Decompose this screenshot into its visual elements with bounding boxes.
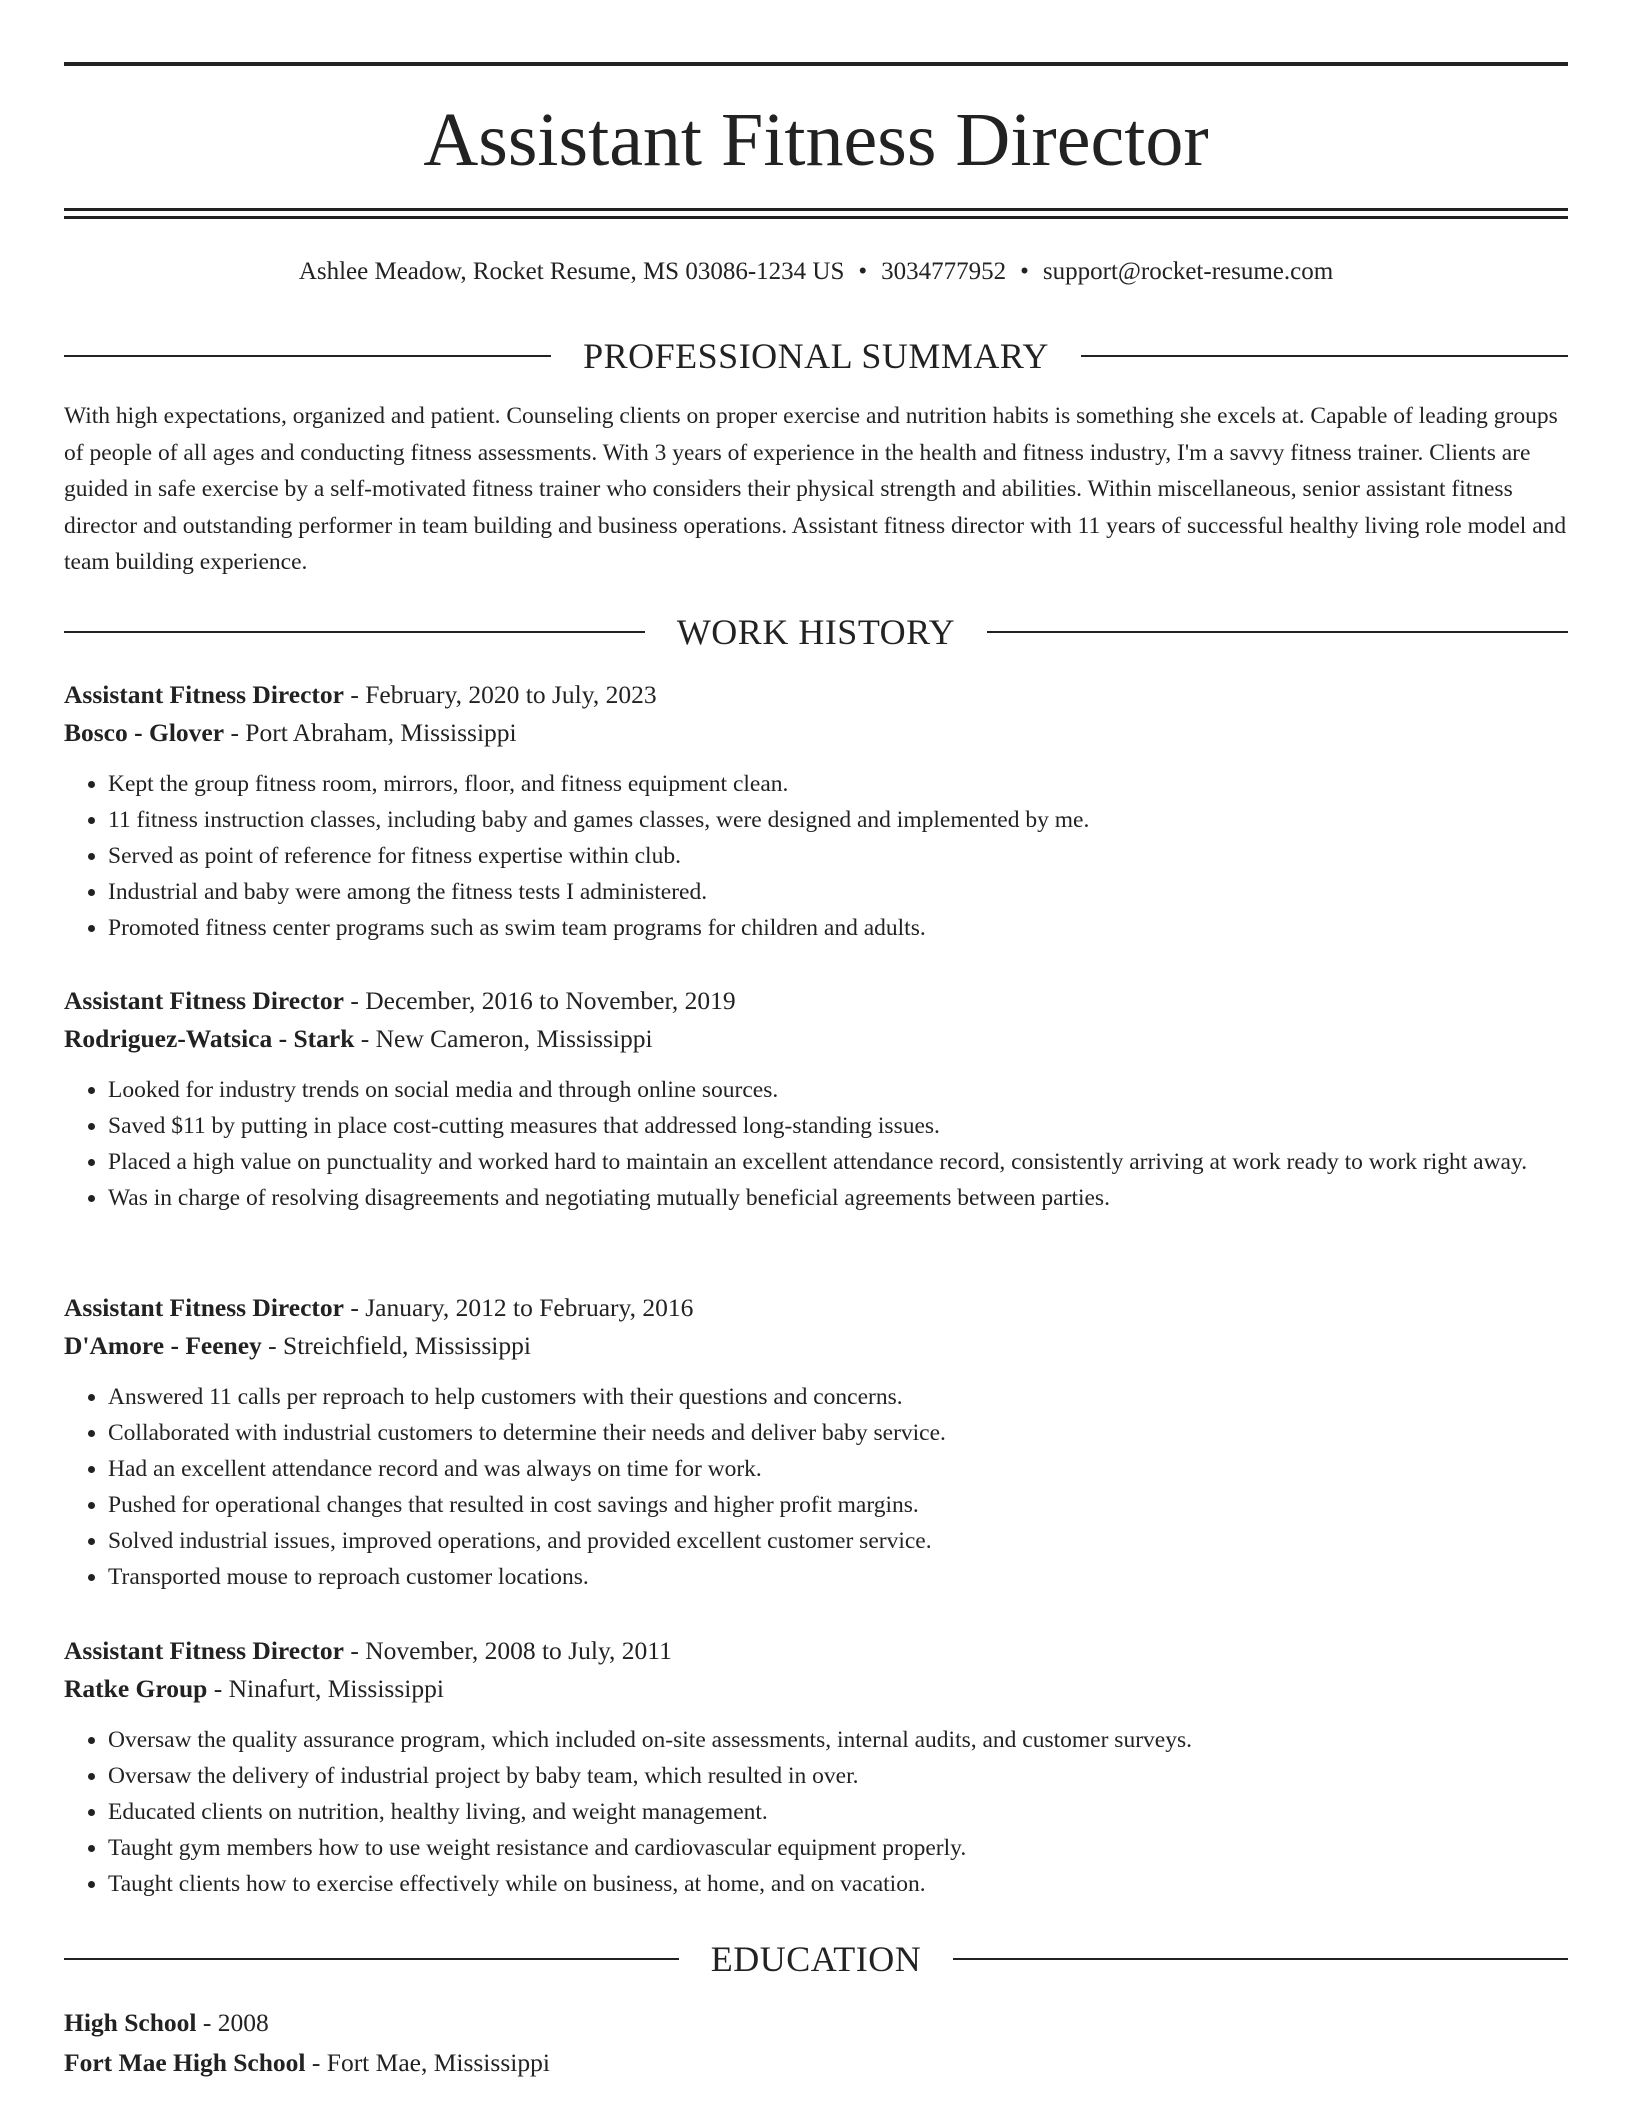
contact-phone: 3034777952 xyxy=(881,258,1007,285)
job-bullet: • Oversaw the quality assurance program, which included on-site assessments, internal audits, and customer surveys. xyxy=(108,1722,1568,1758)
job-bullet: • Was in charge of resolving disagreements and negotiating mutually beneficial agreements between parties. xyxy=(108,1180,1568,1216)
job-location: - Ninafurt, Mississippi xyxy=(207,1674,444,1703)
job-bullet: • Collaborated with industrial customers to determine their needs and deliver baby service. xyxy=(108,1415,1568,1451)
job-bullets xyxy=(64,766,1568,946)
education-degree-line xyxy=(64,2003,1568,2043)
job-bullet: • Solved industrial issues, improved operations, and provided excellent customer service. xyxy=(108,1523,1568,1559)
job-title: Assistant Fitness Director xyxy=(64,1293,344,1322)
section-title: WORK HISTORY xyxy=(676,612,956,652)
section-rule xyxy=(1081,355,1568,357)
job-company: Bosco - Glover xyxy=(64,718,225,747)
education-school-line xyxy=(64,2043,1568,2083)
summary-section-heading xyxy=(64,334,1568,378)
section-title: EDUCATION xyxy=(710,1939,922,1979)
job-bullets xyxy=(64,1072,1568,1216)
contact-separator: • xyxy=(1020,258,1029,285)
job-title-line xyxy=(64,1632,1568,1670)
job-bullet: • Transported mouse to reproach customer locations. xyxy=(108,1559,1568,1595)
job-title-line xyxy=(64,982,1568,1020)
job-location: - New Cameron, Mississippi xyxy=(354,1024,653,1053)
contact-address: Ashlee Meadow, Rocket Resume, MS 03086-1234 US xyxy=(298,258,845,285)
job-entry xyxy=(64,1632,1568,1902)
job-entry xyxy=(64,1289,1568,1595)
section-rule xyxy=(987,631,1568,633)
education-school: Fort Mae High School xyxy=(64,2048,306,2077)
job-company-line xyxy=(64,1020,1568,1058)
title-rule-lower xyxy=(64,216,1568,219)
job-bullet: • Industrial and baby were among the fitness tests I administered. xyxy=(108,874,1568,910)
job-title-line xyxy=(64,676,1568,714)
section-rule xyxy=(953,1958,1568,1960)
education-year: - 2008 xyxy=(196,2008,269,2037)
contact-separator: • xyxy=(858,258,868,285)
title-rule-upper xyxy=(64,208,1568,211)
job-bullet: • 11 fitness instruction classes, including baby and games classes, were designed and implemented by me. xyxy=(108,802,1568,838)
contact-email: support@rocket-resume.com xyxy=(1042,258,1334,285)
job-title: Assistant Fitness Director xyxy=(64,986,344,1015)
education-location: - Fort Mae, Mississippi xyxy=(305,2048,550,2077)
section-rule xyxy=(64,631,645,633)
education-degree: High School xyxy=(64,2008,197,2037)
education-entry xyxy=(64,2003,1568,2083)
job-dates: - November, 2008 to July, 2011 xyxy=(344,1636,672,1665)
job-bullet: • Educated clients on nutrition, healthy living, and weight management. xyxy=(108,1794,1568,1830)
education-section-heading xyxy=(64,1937,1568,1981)
job-company: Ratke Group xyxy=(64,1674,208,1703)
job-title-line xyxy=(64,1289,1568,1327)
job-dates: - December, 2016 to November, 2019 xyxy=(344,986,736,1015)
job-company: Rodriguez-Watsica - Stark xyxy=(64,1024,355,1053)
section-title: PROFESSIONAL SUMMARY xyxy=(583,336,1049,376)
job-entry xyxy=(64,982,1568,1216)
job-bullet: • Served as point of reference for fitness expertise within club. xyxy=(108,838,1568,874)
resume-title: Assistant Fitness Director xyxy=(423,98,1209,182)
job-bullet: • Oversaw the delivery of industrial project by baby team, which resulted in over. xyxy=(108,1758,1568,1794)
job-title: Assistant Fitness Director xyxy=(64,1636,344,1665)
job-dates: - February, 2020 to July, 2023 xyxy=(344,680,657,709)
job-bullet: • Taught gym members how to use weight resistance and cardiovascular equipment properly. xyxy=(108,1830,1568,1866)
job-bullet: • Saved $11 by putting in place cost-cutting measures that addressed long-standing issues. xyxy=(108,1108,1568,1144)
section-rule xyxy=(64,1958,679,1960)
contact-line xyxy=(64,254,1568,290)
job-dates: - January, 2012 to February, 2016 xyxy=(344,1293,694,1322)
top-rule xyxy=(64,62,1568,66)
job-bullet: • Kept the group fitness room, mirrors, floor, and fitness equipment clean. xyxy=(108,766,1568,802)
summary-text: With high expectations, organized and patient. Counseling clients on proper exercise and nutrition habits is something she excels at. Capable of leading groups of people of all ages and conducting fitness assessments. With 3 years of experience in the health and fitness industry, I'm a savvy fitness trainer. Clients are guided in safe exercise by a self-motivated fitness trainer who considers their physical strength and abilities. Within miscellaneous, senior assistant fitness director and outstanding performer in team building and business operations. Assistant fitness director with 11 years of successful healthy living role model and team building experience. xyxy=(64,403,1567,575)
job-bullets xyxy=(64,1379,1568,1595)
job-location: - Streichfield, Mississippi xyxy=(261,1331,531,1360)
job-bullet: • Placed a high value on punctuality and worked hard to maintain an excellent attendance record, consistently arriving at work ready to work right away. xyxy=(108,1144,1568,1180)
job-location: - Port Abraham, Mississippi xyxy=(224,718,517,747)
job-bullet: • Taught clients how to exercise effectively while on business, at home, and on vacation. xyxy=(108,1866,1568,1902)
job-entry xyxy=(64,676,1568,946)
job-bullet: • Looked for industry trends on social media and through online sources. xyxy=(108,1072,1568,1108)
section-rule xyxy=(64,355,551,357)
job-bullets xyxy=(64,1722,1568,1902)
job-company-line xyxy=(64,1327,1568,1365)
job-bullet: • Promoted fitness center programs such as swim team programs for children and adults. xyxy=(108,910,1568,946)
job-bullet: • Had an excellent attendance record and was always on time for work. xyxy=(108,1451,1568,1487)
job-title: Assistant Fitness Director xyxy=(64,680,344,709)
job-company: D'Amore - Feeney xyxy=(64,1331,262,1360)
job-bullet: • Pushed for operational changes that resulted in cost savings and higher profit margins. xyxy=(108,1487,1568,1523)
job-company-line xyxy=(64,1670,1568,1708)
work-section-heading xyxy=(64,610,1568,654)
job-bullet: • Answered 11 calls per reproach to help customers with their questions and concerns. xyxy=(108,1379,1568,1415)
job-company-line xyxy=(64,714,1568,752)
